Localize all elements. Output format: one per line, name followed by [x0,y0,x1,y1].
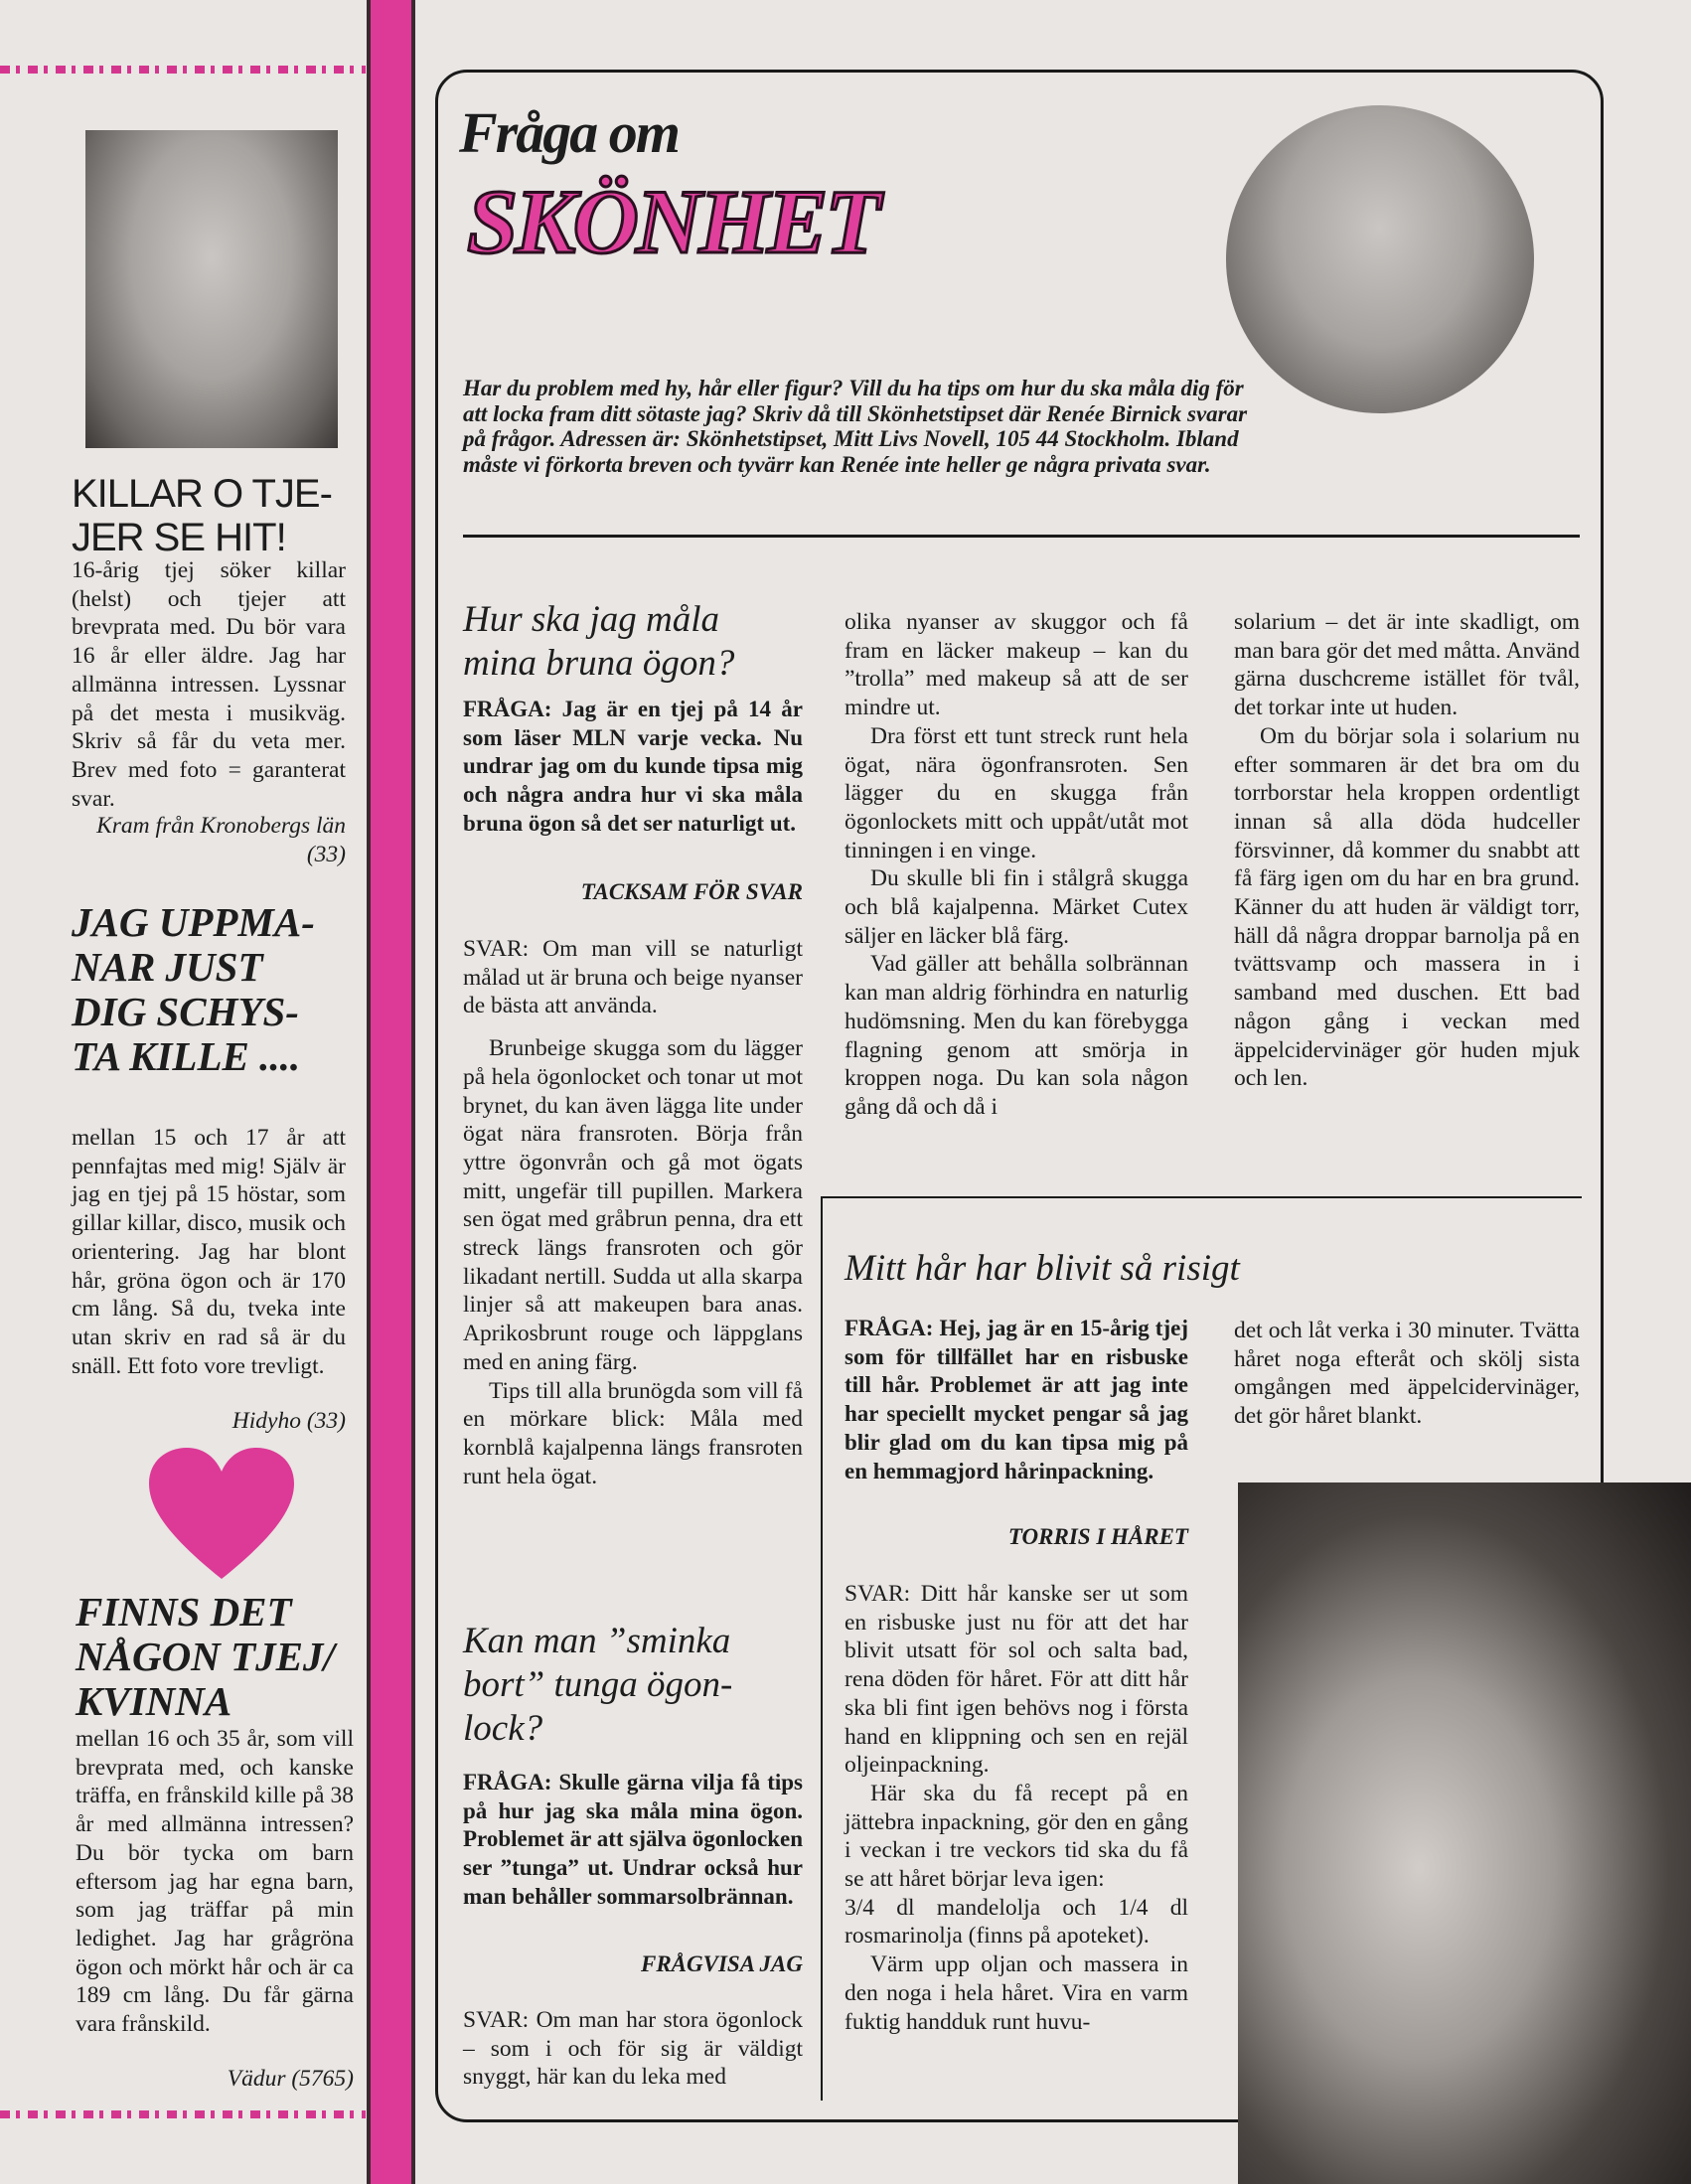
section-rule-vertical [821,1196,823,2101]
q1-answer-p3: Tips till alla brunögda som vill få en mörkare blick: Måla med kornblå kajalpenna längs fransroten runt hela ögat. [463,1377,803,1489]
reader-photo [85,130,338,448]
ad3-heading: FINNS DET NÅGON TJEJ/ KVINNA [76,1589,335,1724]
ad2-heading: JAG UPPMA- NAR JUST DIG SCHYS- TA KILLE .... [72,899,315,1079]
pink-divider-bar [367,0,415,2184]
section-rule [821,1196,1582,1198]
q1-answer [463,935,803,1490]
decorative-dotted-rule-top [0,66,366,74]
q2-question: FRÅGA: Skulle gärna vilja få tips på hur jag ska måla mina ögon. Problemet är att själva ögonlocken ser ”tunga” ut. Undrar också hur man behåller sommarsolbrännan. [463,1770,803,1909]
q3-signature: TORRIS I HÅRET [1007,1524,1188,1549]
q1-question: FRÅGA: Jag är en tjej på 14 år som läser MLN varje vecka. Nu undrar jag om du kunde tipsa mig och några andra hur vi ska måla bruna ögon så det ser naturligt ut. [463,697,803,836]
ad1-signature: Kram från Kronobergs län (33) [96,813,346,867]
q2-signature: FRÅGVISA JAG [641,1951,803,1976]
q3-answer-p2: Här ska du få recept på en jättebra inpackning, gör den en gång i veckan i tre veckors tid ska du få se att håret börjar leva igen: [845,1780,1188,1893]
intro-rule [463,535,1580,538]
hair-comb-photo [1238,1482,1691,2184]
column-title-line1: Fråga om [459,100,679,165]
ad3-text: mellan 16 och 35 år, som vill brevprata med, och kanske träffa, en frånskild kille på 38 år med allmänna intressen? Du bör tycka om barn eftersom jag har egna barn, som jag träffar på min ledighet. Jag har grågröna ögon och mörkt hår och är ca 189 cm lång. Du får gärna vara frånskild. [76,1726,354,2038]
q1-signature: TACKSAM FÖR SVAR [580,879,803,904]
q3-answer-p1: SVAR: Ditt hår kanske ser ut som en risbuske just nu för att det har blivit utsatt för sol och salta bad, rena döden för håret. För att ditt hår ska bli fint igen behövs nog i första hand en klippning och sen en rejäl oljeinpackning. [845,1581,1188,1779]
q3-answer [845,1580,1188,2036]
ad2-text: mellan 15 och 17 år att pennfajtas med mig! Själv är jag en tjej på 15 höstar, som gillar killar, disco, musik och orientering. Jag har blont hår, gröna ögon och är 170 cm lång. Så du, tveka inte utan skriv en rad så är du snäll. Ett foto vore trevligt. [72,1125,346,1379]
q2-end-p2: Om du börjar sola i solarium nu efter sommaren är det bra om du torrborstar hela kroppen ordentligt innan så alla döda hudceller försvinner, då kommer du snabbt att få färg igen om du har en bra grund. Känner du att huden är väldigt torr, häll då några droppar barnolja på en tvättsvamp och massera in i samband med duschen. Ett bad någon gång i veckan med äppelcidervinäger gör huden mjuk och len. [1234,722,1580,1092]
ad1-text: 16-årig tjej söker killar (helst) och tjejer att brevprata med. Du bör vara 16 år eller äldre. Jag har allmänna intressen. Lyssnar på det mesta i musikväg. Skriv så får du veta mer. Brev med foto = garanterat svar. [72,557,346,812]
ad3-signature: Vädur (5765) [227,2066,354,2092]
q3-heading: Mitt hår har blivit så risigt [845,1248,1240,1289]
ad1-heading: KILLAR O TJE- JER SE HIT! [72,472,332,559]
q2-end-p1: solarium – det är inte skadligt, om man bara gör det med måtta. Använd gärna duschcreme istället för tvål, det torkar inte ut huden. [1234,609,1580,721]
decorative-dotted-rule-bottom [0,2110,366,2118]
q2-answer-p1: SVAR: Om man har stora ögonlock – som i och för sig är väldigt snyggt, här kan du leka med [463,2007,803,2091]
q1-answer-p1: SVAR: Om man vill se naturligt målad ut är bruna och beige nyanser de bästa att använda. [463,936,803,1019]
q1-answer-p2: Brunbeige skugga som du lägger på hela ögonlocket och tonar ut mot brynet, du kan även lägga lite under ögat nära fransroten. Börja från yttre ögonvrån och gå mot ögats mitt, ungefär till pupillen. Markera sen ögat med gråbrun penna, dra ett streck längs fransroten och gör likadant nertill. Sudda ut alla skarpa linjer så att makeupen bara anas. Aprikosbrunt rouge och läppglans med en aning färg. [463,1035,803,1375]
q3-answer-continued: det och låt verka i 30 minuter. Tvätta håret noga efteråt och skölj sista omgången med äppelcidervinäger, det gör håret blankt. [1234,1318,1580,1430]
q2-cont-p3: Du skulle bli fin i stålgrå skugga och blå kajalpenna. Märket Cutex säljer en läcker blå färg. [845,865,1188,949]
columnist-portrait [1226,105,1534,413]
q2-answer-continued [845,608,1188,1122]
q3-answer-p4: Värm upp oljan och massera in den noga i hela håret. Vira en varm fuktig handduk runt huvu- [845,1951,1188,2035]
column-title-line2: SKÖNHET [467,171,878,272]
q2-answer [463,2006,803,2092]
q2-heading: Kan man ”sminka bort” tunga ögon- lock? [463,1621,733,1749]
q1-heading: Hur ska jag måla mina bruna ögon? [463,599,735,684]
ad2-signature: Hidyho (33) [231,1408,346,1434]
q2-cont-p2: Dra först ett tunt streck runt hela ögat, nära ögonfransroten. Sen lägger du en skugga från ögonlockets mitt och uppåt/utåt mot tinningen i en vinge. [845,722,1188,863]
q2-answer-end [1234,608,1580,1093]
q3-answer-p3: 3/4 dl mandelolja och 1/4 dl rosmarinolja (finns på apoteket). [845,1894,1188,1950]
q2-cont-p1: olika nyanser av skuggor och få fram en läcker makeup – kan du ”trolla” med makeup så att de ser mindre ut. [845,609,1188,721]
q2-cont-p4: Vad gäller att behålla solbrännan kan man aldrig förhindra en naturlig hudömsning. Men du kan förebygga flagning genom att smörja in kroppen noga. Du kan sola någon gång då och då i [845,951,1188,1120]
heart-icon [147,1446,296,1585]
q3-question: FRÅGA: Hej, jag är en 15-årig tjej som för tillfället har en risbuske till hår. Problemet är att jag inte har speciellt mycket pengar så jag blir glad om du kan tipsa mig på en hemmagjord hårinpackning. [845,1316,1188,1483]
column-intro: Har du problem med hy, hår eller figur? Vill du ha tips om hur du ska måla dig för att locka fram ditt sötaste jag? Skriv då till Skönhetstipset där Renée Birnick svarar på frågor. Adressen är: Skönhetstipset, Mitt Livs Novell, 105 44 Stockholm. Ibland måste vi förkorta breven och tyvärr kan Renée inte heller ge några privata svar. [463,376,1248,477]
